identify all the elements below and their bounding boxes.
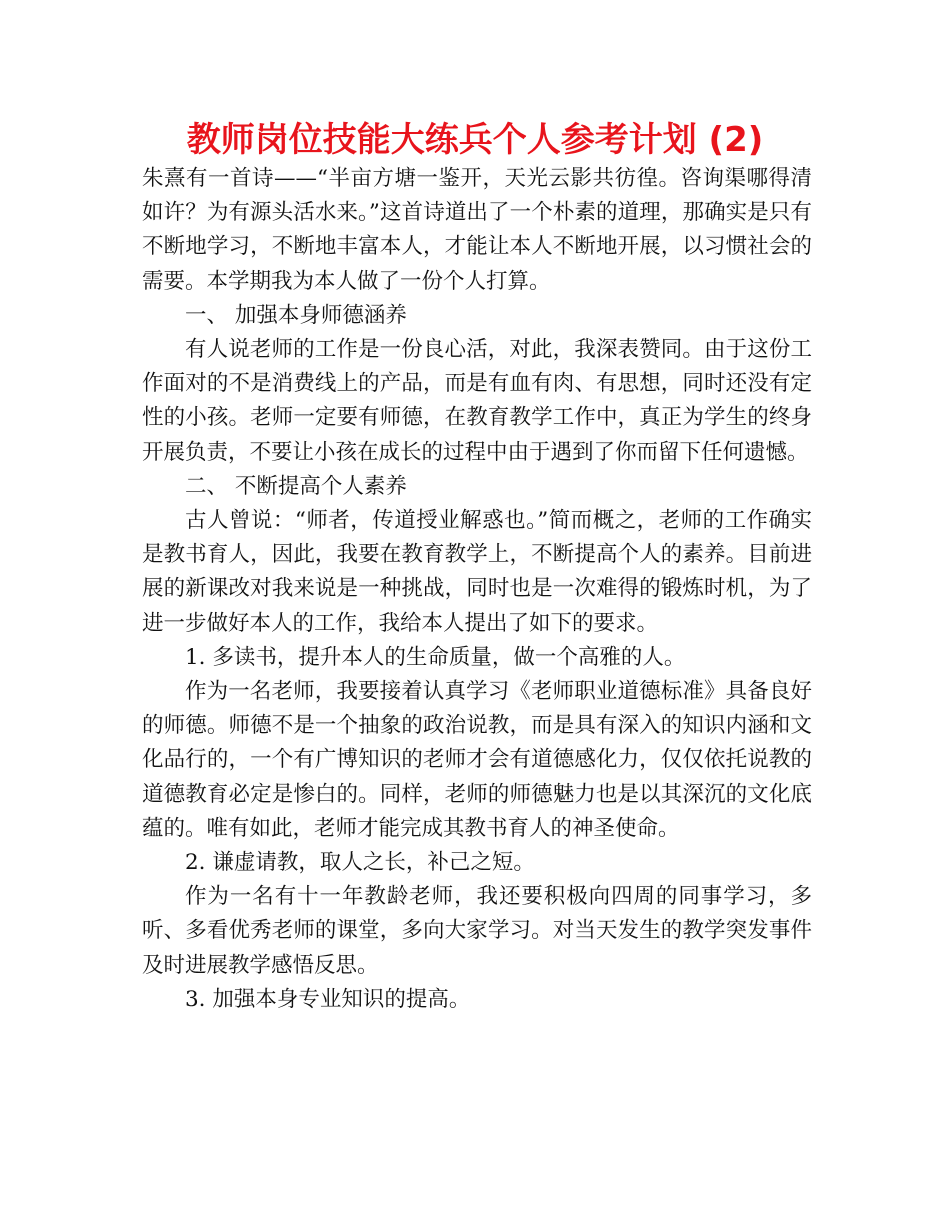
list-item-1-paragraph: 作为一名老师，我要接着认真学习《老师职业道德标准》具备良好的师德。师德不是一个抽象的政治说教，而是具有深入的知识内涵和文化品行的，一个有广博知识的老师才会有道德感化力，仅仅依托说教的道德教育必定是惨白的。同样，老师的师德魅力也是以其深沉的文化底蕴的。唯有如此，老师才能完成其教书育人的神圣使命。 [142,679,812,841]
intro-paragraph: 朱熹有一首诗——“半亩方塘一鉴开，天光云影共彷徨。咨询渠哪得清如许？为有源头活水来。”这首诗道出了一个朴素的道理，那确实是只有不断地学习，不断地丰富本人，才能让本人不断地开展，以习惯社会的需要。本学期我为本人做了一份个人打算。 [142,166,812,294]
list-item-1: 1. 多读书，提升本人的生命质量，做一个高雅的人。 [185,644,686,670]
list-item-3: 3. 加强本身专业知识的提高。 [185,986,471,1012]
document-title: 教师岗位技能大练兵个人参考计划 (2) [186,120,764,160]
section-paragraph-2: 古人曾说：“师者，传道授业解惑也。”简而概之，老师的工作确实是教书育人，因此，我要在教育教学上，不断提高个人的素养。目前进展的新课改对我来说是一种挑战，同时也是一次难得的锻炼时机，为了进一步做好本人的工作，我给本人提出了如下的要求。 [142,508,812,636]
list-item-2-paragraph: 作为一名有十一年教龄老师，我还要积极向四周的同事学习，多听、多看优秀老师的课堂，多向大家学习。对当天发生的教学突发事件及时进展教学感悟反思。 [142,884,812,978]
section-heading-1: 一、 加强本身师德涵养 [185,302,407,328]
section-heading-2: 二、 不断提高个人素养 [185,473,407,499]
list-item-2: 2. 谦虚请教，取人之长，补己之短。 [185,850,535,876]
section-paragraph-1: 有人说老师的工作是一份良心活，对此，我深表赞同。由于这份工作面对的不是消费线上的产品，而是有血有肉、有思想，同时还没有定性的小孩。老师一定要有师德，在教育教学工作中，真正为学生的终身开展负责，不要让小孩在成长的过程中由于遇到了你而留下任何遗憾。 [142,337,812,465]
document-body [142,162,812,1017]
